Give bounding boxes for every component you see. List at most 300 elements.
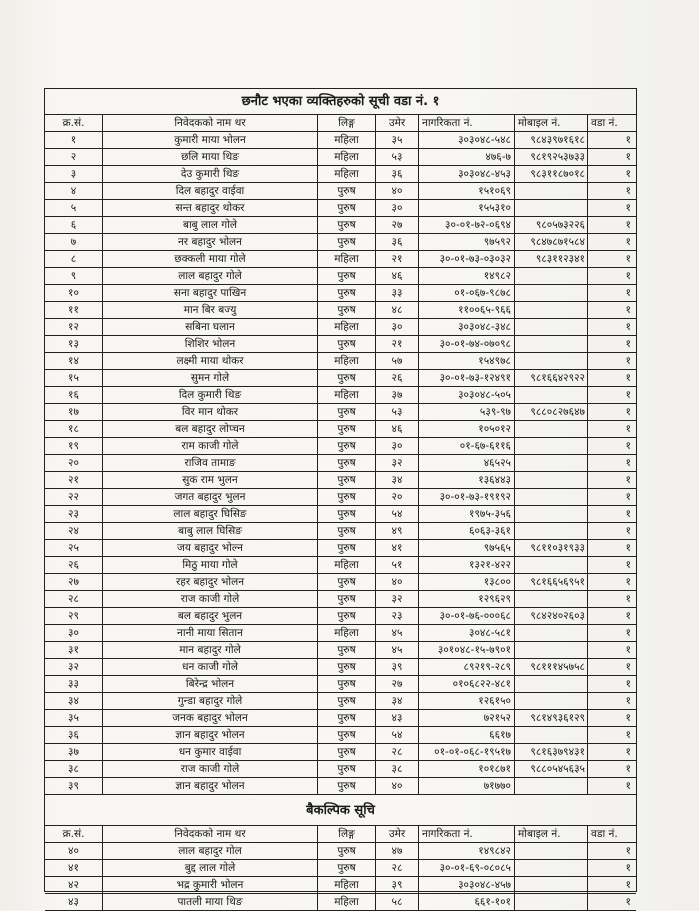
ward-number-cell: १ [625,287,631,299]
table-row [45,387,636,404]
mobile-number-cell: ९८८०८२७६४७ [515,404,588,420]
age-cell: ३० [376,438,419,454]
applicant-name-cell: सुक राम भुलन [103,472,318,488]
serial-number-cell: ४२ [45,877,103,893]
table-row [45,591,636,608]
mobile-number-cell: ९८०५७३२२६ [515,217,588,233]
ward-number-cell: १ [625,236,631,248]
citizenship-number-cell: १३८०० [419,574,515,590]
serial-number-cell: २९ [45,608,103,624]
age-cell: ५८ [376,894,419,910]
age-cell: ३८ [376,761,419,777]
age-cell: ४५ [376,642,419,658]
table-row [45,506,636,523]
age-cell: २८ [376,860,419,876]
applicant-name-cell: सना बहादुर पाखिन [103,285,318,301]
serial-number-cell: १९ [45,438,103,454]
mobile-number-cell [515,200,588,216]
serial-number-cell: ३ [45,166,103,182]
citizenship-number-cell: ३०-०१-६९-०८०८५ [419,860,515,876]
mobile-number-cell [515,285,588,301]
ward-number-cell: १ [625,321,631,333]
applicant-name-cell: जनक बहादुर भोलन [103,710,318,726]
mobile-number-cell [515,489,588,505]
gender-cell: महिला [318,149,376,165]
applicant-name-cell: शिशिर भोलन [103,336,318,352]
applicant-name-cell: सबिना घलान [103,319,318,335]
mobile-number-cell [515,642,588,658]
mobile-number-cell: ९८४३९७१६१८ [515,132,588,148]
mobile-number-cell [515,506,588,522]
applicant-name-cell: भद्र कुमारी भोलन [103,877,318,893]
age-cell: ५३ [376,404,419,420]
table-row [45,149,636,166]
mobile-number-cell [515,860,588,876]
gender-cell: महिला [318,557,376,573]
header-serial-number-cell: क्र.सं. [45,826,103,842]
serial-number-cell: २६ [45,557,103,573]
ward-number-cell: १ [625,406,631,418]
gender-cell: पुरुष [318,540,376,556]
gender-cell: पुरुष [318,302,376,318]
applicant-name-cell: देउ कुमारी थिङ [103,166,318,182]
applicant-name-cell: मान बिर बज्यु [103,302,318,318]
citizenship-number-cell: ५३९-९७ [419,404,515,420]
applicant-name-cell: जगत बहादुर भुलन [103,489,318,505]
table-row [45,523,636,540]
table-row [45,676,636,693]
gender-cell: पुरुष [318,727,376,743]
serial-number-cell: १७ [45,404,103,420]
selected-persons-table [44,88,637,908]
gender-cell: पुरुष [318,336,376,352]
age-cell: ५४ [376,727,419,743]
gender-cell: पुरुष [318,642,376,658]
ward-number-cell: १ [625,134,631,146]
age-cell: ४५ [376,625,419,641]
age-cell: ४० [376,778,419,794]
age-cell: २६ [376,370,419,386]
ward-number-cell: १ [625,695,631,707]
table-row [45,693,636,710]
mobile-number-cell [515,387,588,403]
header-ward-number-cell: वडा नं. [591,117,618,129]
ward-number-cell: १ [625,508,631,520]
table-row [45,727,636,744]
gender-cell: महिला [318,894,376,910]
gender-cell: पुरुष [318,710,376,726]
ward-number-cell: १ [625,712,631,724]
table-row [45,234,636,251]
serial-number-cell: ७ [45,234,103,250]
ward-number-cell: १ [625,862,631,874]
citizenship-number-cell: ११००६५-९६६ [419,302,515,318]
ward-number-cell: १ [625,627,631,639]
applicant-name-cell: राज काजी गोले [103,761,318,777]
mobile-number-cell [515,353,588,369]
table-row [45,421,636,438]
serial-number-cell: २३ [45,506,103,522]
age-cell: ३६ [376,166,419,182]
applicant-name-cell: विर मान थोकर [103,404,318,420]
citizenship-number-cell: १५५३१० [419,200,515,216]
citizenship-number-cell: ९७५९२ [419,234,515,250]
serial-number-cell: २८ [45,591,103,607]
gender-cell: पुरुष [318,761,376,777]
table-row [45,744,636,761]
ward-number-cell: १ [625,457,631,469]
serial-number-cell: ३० [45,625,103,641]
gender-cell: पुरुष [318,217,376,233]
applicant-name-cell: लाल बहादुर घिसिङ [103,506,318,522]
serial-number-cell: ३९ [45,778,103,794]
age-cell: २१ [376,336,419,352]
serial-number-cell: १४ [45,353,103,369]
age-cell: ४९ [376,523,419,539]
ward-number-cell: १ [625,593,631,605]
age-cell: ४० [376,574,419,590]
ward-number-cell: १ [625,185,631,197]
mobile-number-cell [515,421,588,437]
age-cell: ३२ [376,591,419,607]
table-row [45,268,636,285]
applicant-name-cell: लाल बहादुर गोल [103,843,318,859]
age-cell: ४७ [376,843,419,859]
table-row [45,778,636,795]
table-row [45,200,636,217]
table-title: छनौट भएका व्यक्तिहरुको सूची वडा नं. १ [45,89,636,115]
citizenship-number-cell: १४९८२ [419,268,515,284]
serial-number-cell: २५ [45,540,103,556]
age-cell: ५३ [376,149,419,165]
ward-number-cell: १ [625,168,631,180]
citizenship-number-cell: १२९६२९ [419,591,515,607]
gender-cell: पुरुष [318,860,376,876]
citizenship-number-cell: ३०-०१-७४-०७०९८ [419,336,515,352]
ward-number-cell: १ [625,644,631,656]
serial-number-cell: १ [45,132,103,148]
mobile-number-cell: ९८१६६४२९२२ [515,370,588,386]
table-row [45,625,636,642]
age-cell: ३५ [376,132,419,148]
table-row [45,472,636,489]
ward-number-cell: १ [625,219,631,231]
age-cell: ३६ [376,234,419,250]
applicant-name-cell: रहर बहादुर भोलन [103,574,318,590]
serial-number-cell: २२ [45,489,103,505]
gender-cell: महिला [318,353,376,369]
table-row [45,557,636,574]
table-row [45,183,636,200]
ward-number-cell: १ [625,389,631,401]
header-citizenship-number-cell: नागरिकता नं. [419,115,515,131]
table-row [45,843,636,860]
serial-number-cell: ९ [45,268,103,284]
gender-cell: महिला [318,877,376,893]
gender-cell: पुरुष [318,421,376,437]
table-row [45,438,636,455]
gender-cell: पुरुष [318,455,376,471]
ward-number-cell: १ [625,845,631,857]
mobile-number-cell [515,455,588,471]
ward-number-cell: १ [625,780,631,792]
table-row [45,404,636,421]
mobile-number-cell: ९८१६६५६९५१ [515,574,588,590]
applicant-name-cell: जय बहादुर भोल्न [103,540,318,556]
applicant-name-cell: धन कुमार वाईवा [103,744,318,760]
applicant-name-cell: छलि माया थिङ [103,149,318,165]
gender-cell: महिला [318,251,376,267]
mobile-number-cell: ९८३११२३४१ [515,251,588,267]
ward-number-cell: १ [625,423,631,435]
citizenship-number-cell: ३०१०४८-१५-७९०१ [419,642,515,658]
table-row [45,336,636,353]
gender-cell: पुरुष [318,608,376,624]
table-header-row [45,826,636,843]
citizenship-number-cell: ०१०६८२२-४८१ [419,676,515,692]
gender-cell: महिला [318,387,376,403]
header-applicant-name-cell: निवेदकको नाम थर [103,826,318,842]
mobile-number-cell: ९८४७८७१५८४ [515,234,588,250]
mobile-number-cell [515,591,588,607]
ward-number-cell: १ [625,338,631,350]
gender-cell: पुरुष [318,404,376,420]
table-row [45,642,636,659]
serial-number-cell: ३४ [45,693,103,709]
table-row [45,319,636,336]
applicant-name-cell: राजिव तामाङ [103,455,318,471]
mobile-number-cell [515,557,588,573]
table-row [45,761,636,778]
citizenship-number-cell: ०१-०१-०६८-१९५१७ [419,744,515,760]
citizenship-number-cell: ३०३०४८-५४८ [419,132,515,148]
citizenship-number-cell: ३०४८-५८१ [419,625,515,641]
applicant-name-cell: बल बहादुर लोप्चन [103,421,318,437]
ward-number-cell: १ [625,372,631,384]
age-cell: २१ [376,251,419,267]
table-row [45,894,636,911]
ward-number-cell: १ [625,896,631,908]
mobile-number-cell [515,438,588,454]
applicant-name-cell: बाबु लाल गोले [103,217,318,233]
ward-number-cell: १ [625,879,631,891]
gender-cell: पुरुष [318,285,376,301]
citizenship-number-cell: ३०-०१-७३-१२४९१ [419,370,515,386]
applicant-name-cell: लक्ष्मी माया थोकर [103,353,318,369]
table-row [45,659,636,676]
applicant-name-cell: ज्ञान बहादुर भोलन [103,727,318,743]
age-cell: २८ [376,744,419,760]
serial-number-cell: ४१ [45,860,103,876]
serial-number-cell: ३७ [45,744,103,760]
ward-number-cell: १ [625,253,631,265]
mobile-number-cell [515,183,588,199]
citizenship-number-cell: १४९८४२ [419,843,515,859]
ward-number-cell: १ [625,542,631,554]
serial-number-cell: ४३ [45,894,103,910]
ward-number-cell: १ [625,661,631,673]
age-cell: २७ [376,676,419,692]
citizenship-number-cell: ३०३०४८-३४८ [419,319,515,335]
gender-cell: पुरुष [318,523,376,539]
ward-number-cell: १ [625,304,631,316]
citizenship-number-cell: ६०६३-३६१ [419,523,515,539]
serial-number-cell: ३५ [45,710,103,726]
serial-number-cell: ४ [45,183,103,199]
citizenship-number-cell: ०१-०६७-९८७८ [419,285,515,301]
citizenship-number-cell: ३०-०१-७२-०६९४ [419,217,515,233]
citizenship-number-cell: ३०-०१-७६-०००६८ [419,608,515,624]
citizenship-number-cell: १३६४४३ [419,472,515,488]
gender-cell: पुरुष [318,200,376,216]
applicant-name-cell: गुन्डा बहादुर गोले [103,693,318,709]
applicant-name-cell: कुमारी माया भोलन [103,132,318,148]
table-row [45,489,636,506]
mobile-number-cell: ९८१६३७९४३१ [515,744,588,760]
citizenship-number-cell: ७१७७० [419,778,515,794]
applicant-name-cell: बाबु लाल घिसिङ [103,523,318,539]
gender-cell: पुरुष [318,591,376,607]
serial-number-cell: ५ [45,200,103,216]
table-row [45,132,636,149]
gender-cell: पुरुष [318,438,376,454]
mobile-number-cell [515,894,588,910]
gender-cell: महिला [318,319,376,335]
citizenship-number-cell: १२६१५० [419,693,515,709]
gender-cell: पुरुष [318,659,376,675]
alternate-list-title: बैकल्पिक सूचि [45,796,636,826]
ward-number-cell: १ [625,559,631,571]
age-cell: ३७ [376,387,419,403]
mobile-number-cell [515,472,588,488]
age-cell: ५४ [376,506,419,522]
table-row [45,455,636,472]
mobile-number-cell: ९८१४९३६१२९ [515,710,588,726]
serial-number-cell: २० [45,455,103,471]
gender-cell: पुरुष [318,370,376,386]
ward-number-cell: १ [625,440,631,452]
header-mobile-number-cell: मोबाइल नं. [515,826,588,842]
citizenship-number-cell: ३०३०४८-४५७ [419,877,515,893]
ward-number-cell: १ [625,202,631,214]
gender-cell: महिला [318,625,376,641]
age-cell: ३९ [376,877,419,893]
mobile-number-cell [515,268,588,284]
header-ward-number-cell: वडा नं. [591,828,618,840]
mobile-number-cell [515,778,588,794]
mobile-number-cell [515,336,588,352]
age-cell: ४६ [376,421,419,437]
citizenship-number-cell: ९७५६५ [419,540,515,556]
table-row [45,166,636,183]
serial-number-cell: १० [45,285,103,301]
age-cell: ३० [376,319,419,335]
citizenship-number-cell: ६६१७ [419,727,515,743]
citizenship-number-cell: १५४९७८ [419,353,515,369]
applicant-name-cell: दिल कुमारी थिङ [103,387,318,403]
mobile-number-cell [515,523,588,539]
ward-number-cell: १ [625,576,631,588]
citizenship-number-cell: १५१०६९ [419,183,515,199]
table-row [45,217,636,234]
mobile-number-cell [515,302,588,318]
table-row [45,540,636,557]
citizenship-number-cell: ३०३०४८-५०५ [419,387,515,403]
mobile-number-cell [515,693,588,709]
ward-number-cell: १ [625,678,631,690]
gender-cell: पुरुष [318,183,376,199]
table-header-row [45,115,636,132]
serial-number-cell: १८ [45,421,103,437]
age-cell: ५१ [376,557,419,573]
mobile-number-cell [515,676,588,692]
applicant-name-cell: बल बहादुर भुलन [103,608,318,624]
mobile-number-cell [515,877,588,893]
applicant-name-cell: ज्ञान बहादुर भोलन [103,778,318,794]
gender-cell: पुरुष [318,693,376,709]
gender-cell: पुरुष [318,506,376,522]
age-cell: ३० [376,200,419,216]
serial-number-cell: १६ [45,387,103,403]
header-age-cell: उमेर [376,115,419,131]
ward-number-cell: १ [625,610,631,622]
citizenship-number-cell: १०१८७१ [419,761,515,777]
header-mobile-number-cell: मोबाइल नं. [515,115,588,131]
gender-cell: महिला [318,132,376,148]
age-cell: ३२ [376,455,419,471]
gender-cell: पुरुष [318,574,376,590]
serial-number-cell: ६ [45,217,103,233]
table-row [45,370,636,387]
gender-cell: महिला [318,166,376,182]
mobile-number-cell: ९८८०५४५६३५ [515,761,588,777]
applicant-name-cell: राज काजी गोले [103,591,318,607]
serial-number-cell: ३६ [45,727,103,743]
ward-number-cell: १ [625,355,631,367]
ward-number-cell: १ [625,474,631,486]
gender-cell: पुरुष [318,676,376,692]
ward-number-cell: १ [625,729,631,741]
age-cell: ४० [376,183,419,199]
mobile-number-cell [515,843,588,859]
applicant-name-cell: बिरेन्द्र भोलन [103,676,318,692]
age-cell: ३३ [376,285,419,301]
applicant-name-cell: नानी माया सितान [103,625,318,641]
ward-number-cell: १ [625,151,631,163]
applicant-name-cell: धन काजी गोले [103,659,318,675]
serial-number-cell: ११ [45,302,103,318]
applicant-name-cell: छक्कली माया गोले [103,251,318,267]
citizenship-number-cell: १३२१-४२२ [419,557,515,573]
citizenship-number-cell: ३०-०१-७३-१९१९२ [419,489,515,505]
header-serial-number-cell: क्र.सं. [45,115,103,131]
table-row [45,877,636,894]
mobile-number-cell [515,319,588,335]
serial-number-cell: ४० [45,843,103,859]
citizenship-number-cell: ०१-६७-६११६ [419,438,515,454]
serial-number-cell: १५ [45,370,103,386]
serial-number-cell: २७ [45,574,103,590]
header-age-cell: उमेर [376,826,419,842]
gender-cell: पुरुष [318,843,376,859]
serial-number-cell: ३२ [45,659,103,675]
age-cell: ३९ [376,659,419,675]
table-row [45,353,636,370]
serial-number-cell: ३३ [45,676,103,692]
header-gender-cell: लिङ्ग [318,826,376,842]
mobile-number-cell: ९८४२४०२६०३ [515,608,588,624]
table-row [45,574,636,591]
